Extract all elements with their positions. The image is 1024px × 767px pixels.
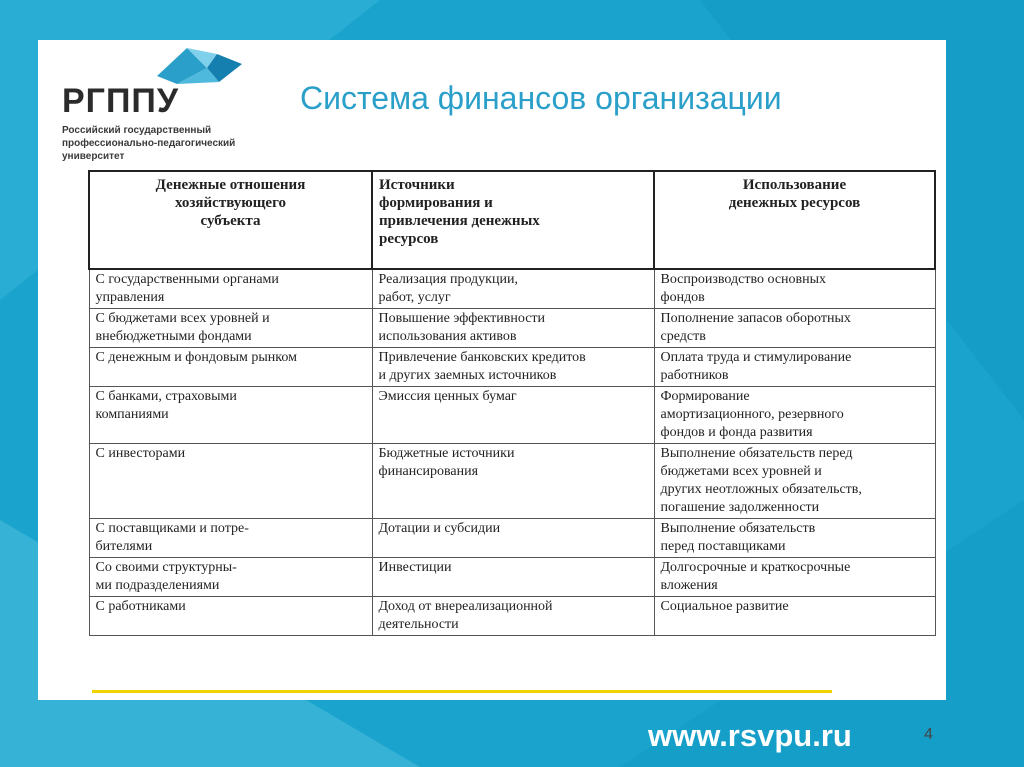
logo-subtitle-line: Российский государственный [62,125,212,136]
yellow-divider [92,690,832,693]
cell-line: амортизационного, резервного [660,407,844,422]
header-line: привлечения денежных [379,213,540,229]
table-cell [654,309,935,348]
logo-subtitle-line: профессионально-педагогический [62,138,236,149]
header-cell [372,171,654,269]
crystal-logo-icon [147,46,247,86]
table-cell [654,387,935,444]
cell-line: С бюджетами всех уровней и [95,311,270,326]
cell-line: использования активов [378,329,517,344]
header-line: Использование [742,177,847,193]
table-cell [372,348,654,387]
cell-line: Долгосрочные и краткосрочные [660,560,851,575]
table-cell [372,269,654,309]
cell-line: бителями [95,539,153,554]
cell-line: и других заемных источников [378,368,557,383]
table-cell [654,269,935,309]
cell-line: компаниями [95,407,169,422]
table-cell [372,309,654,348]
cell-line: других неотложных обязательств, [660,482,862,497]
cell-line: Дотации и субсидии [378,521,501,536]
table-cell [89,387,372,444]
header-line: Денежные отношения [155,177,306,193]
table-cell [89,444,372,519]
table-row [89,269,935,309]
cell-line: погашение задолженности [660,500,820,515]
table-cell [372,387,654,444]
table-cell [654,519,935,558]
table-row [89,519,935,558]
cell-line: Эмиссия ценных бумаг [378,389,517,404]
cell-line: финансирования [378,464,479,479]
header-line: Источники [379,177,455,193]
cell-line: С работниками [95,599,186,614]
header-line: формирования и [379,195,493,211]
cell-line: внебюджетными фондами [95,329,252,344]
header-cell [89,171,372,269]
table-cell [89,597,372,636]
cell-line: работ, услуг [378,290,451,305]
header-line: денежных ресурсов [728,195,861,211]
logo-subtitle [62,124,282,163]
page-number: 4 [924,726,933,743]
logo-abbreviation: РГППУ [62,82,179,120]
cell-line: Реализация продукции, [378,272,518,287]
table-row [89,558,935,597]
cell-line: Привлечение банковских кредитов [378,350,586,365]
table-cell [654,558,935,597]
header-cell [654,171,935,269]
cell-line: управления [95,290,165,305]
cell-line: Воспроизводство основных [660,272,827,287]
table-cell [89,519,372,558]
cell-line: С инвесторами [95,446,186,461]
cell-line: С поставщиками и потре- [95,521,249,536]
cell-line: Со своими структурны- [95,560,237,575]
cell-line: С государственными органами [95,272,279,287]
table-row [89,309,935,348]
table-cell [372,597,654,636]
table-cell [654,444,935,519]
table-cell [372,444,654,519]
cell-line: Бюджетные источники [378,446,515,461]
cell-line: Повышение эффективности [378,311,546,326]
table-cell [89,348,372,387]
table-header-row [89,171,935,269]
cell-line: Инвестиции [378,560,452,575]
cell-line: С денежным и фондовым рынком [95,350,297,365]
cell-line: Пополнение запасов оборотных [660,311,851,326]
table-cell [89,269,372,309]
cell-line: Выполнение обязательств перед [660,446,853,461]
header-line: ресурсов [379,231,439,247]
table-cell [654,597,935,636]
header-line: субъекта [200,213,261,229]
cell-line: Выполнение обязательств [660,521,816,536]
header-line: хозяйствующего [174,195,287,211]
table-cell [372,519,654,558]
cell-line: средств [660,329,706,344]
cell-line: фондов [660,290,705,305]
table-cell [89,558,372,597]
table-row [89,348,935,387]
cell-line: Оплата труда и стимулирование [660,350,852,365]
logo-subtitle-line: университет [62,151,125,162]
cell-line: перед поставщиками [660,539,786,554]
cell-line: Социальное развитие [660,599,789,614]
cell-line: бюджетами всех уровней и [660,464,822,479]
finance-table [88,170,936,636]
table-cell [372,558,654,597]
table-cell [654,348,935,387]
cell-line: С банками, страховыми [95,389,237,404]
table-row [89,387,935,444]
cell-line: Формирование [660,389,750,404]
table-cell [89,309,372,348]
slide-title: Система финансов организации [300,80,782,116]
website-link[interactable]: www.rsvpu.ru [648,718,852,753]
cell-line: Доход от внереализационной [378,599,553,614]
cell-line: деятельности [378,617,459,632]
cell-line: ми подразделениями [95,578,220,593]
cell-line: фондов и фонда развития [660,425,813,440]
cell-line: вложения [660,578,718,593]
university-logo [62,46,282,176]
cell-line: работников [660,368,729,383]
table-row [89,444,935,519]
table-row [89,597,935,636]
